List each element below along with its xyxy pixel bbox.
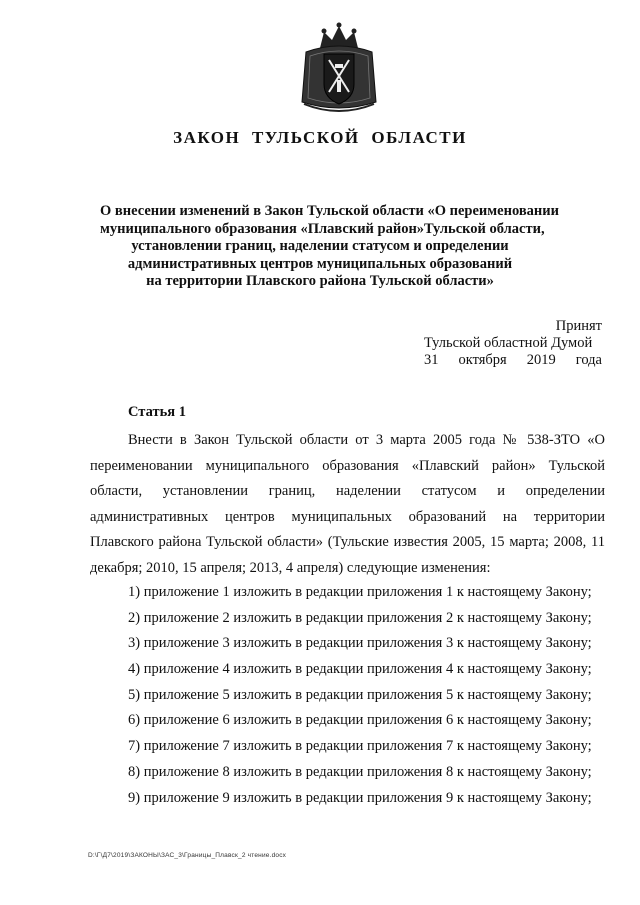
subject-line: муниципального образования «Плавский район»Тульской области, [100, 220, 545, 237]
date-day: 31 [424, 352, 439, 368]
subject-line: административных центров муниципальных образований [127, 255, 513, 272]
list-item: 3) приложение 3 изложить в редакции приложения 3 к настоящему Закону; [128, 635, 592, 652]
list-item: 2) приложение 2 изложить в редакции приложения 2 к настоящему Закону; [128, 609, 592, 626]
amendments-list [128, 580, 608, 811]
subject-line: на территории Плавского района Тульской области» [146, 273, 494, 289]
adopted-by: Тульской областной Думой [424, 335, 593, 351]
article-heading: Статья 1 [128, 404, 186, 420]
date-word: года [575, 352, 602, 368]
file-path-footer: D:\Г\Д7\2019\ЗАКОНЫ\ЗАС_3\Границы_Плавск_2 чтение.docx [88, 852, 287, 859]
list-item: 7) приложение 7 изложить в редакции приложения 7 к настоящему Закону; [128, 738, 592, 755]
subject-line: О внесении изменений в Закон Тульской области «О переименовании [100, 203, 559, 219]
law-subject [100, 203, 559, 291]
date-month: октября [458, 352, 507, 368]
article-body [90, 428, 605, 581]
list-item: 6) приложение 6 изложить в редакции приложения 6 к настоящему Закону; [128, 712, 592, 729]
adoption-date [420, 352, 602, 369]
adoption-block [420, 318, 602, 369]
article-intro: Внести в Закон Тульской области от 3 марта 2005 года № 538-ЗТО «О переименовании муниципального образования «Плавский район» Тульской области, установлении границ, наделении статусом и определении административных центров муниципальных образований на территории Плавского района Тульской области» (Тульские известия 2005, 15 марта; 2008, 11 декабря; 2010, 15 апреля; 2013, 4 апреля) следующие изменения: [90, 432, 605, 576]
date-year: 2019 [526, 352, 556, 368]
law-title: ЗАКОН ТУЛЬСКОЙ ОБЛАСТИ [173, 128, 467, 147]
subject-line: установлении границ, наделении статусом и определении [131, 238, 509, 254]
tula-coat-of-arms-icon [296, 22, 382, 114]
list-item: 9) приложение 9 изложить в редакции приложения 9 к настоящему Закону; [128, 789, 592, 806]
adopted-label: Принят [555, 318, 602, 334]
list-item: 8) приложение 8 изложить в редакции приложения 8 к настоящему Закону; [128, 763, 592, 780]
list-item: 1) приложение 1 изложить в редакции приложения 1 к настоящему Закону; [128, 584, 592, 600]
list-item: 4) приложение 4 изложить в редакции приложения 4 к настоящему Закону; [128, 661, 592, 678]
list-item: 5) приложение 5 изложить в редакции приложения 5 к настоящему Закону; [128, 686, 592, 703]
